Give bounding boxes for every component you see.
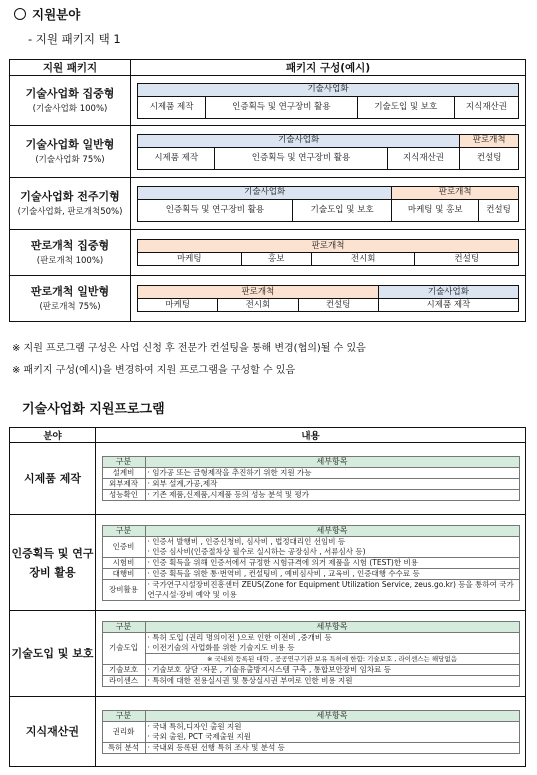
package-label: 기술사업화 집중형 (기술사업화 100%): [10, 76, 131, 126]
package-table: [9, 59, 526, 322]
program-category: 지식재산권: [10, 697, 96, 767]
section-title: 지원분야: [14, 5, 80, 23]
section-subtitle: - 지원 패키지 택 1: [28, 32, 121, 46]
program-category: 인증획득 및 연구장비 활용: [10, 515, 96, 611]
pkg-header-name: 지원 패키지: [10, 60, 131, 76]
package-composition: 판로개척 마케팅 홍보 전시회 컨설팅: [137, 239, 519, 266]
program-table: [9, 427, 526, 767]
program-category: 기술도입 및 보호: [10, 611, 96, 697]
package-label: 판로개척 일반형 (판로개척 75%): [10, 276, 131, 322]
prog-header-content: 내용: [96, 428, 526, 443]
program-category: 시제품 제작: [10, 443, 96, 515]
circle-bullet-icon: [14, 8, 26, 20]
prog-header-field: 분야: [10, 428, 96, 443]
program-detail-table: 구분 세부항목 인증비 · 인증서 발행비 , 인증신청비, 심사비 , 법정대리인 선임비 등 · 인증 심사비(인증절차상 필수로 실시하는 공장심사 , 서류심사 등) 시험비 · 인증 획득을 위해 인증서에서 규정한 시험규격에 의거 제품을 시험 (TEST)한 비용 대행비 · 인증 획득을 위한 통·번역비 , 컨설팅비 , 예비심사비 , 교육비 , 인증대행 수수료 등 장비활용 · 국가연구시설장비진흥센터 ZEUS(Zone for Equipment Utilization Service, zeus.go.kr) 등을 통하여 국가연구시설·장비 예약 및 이용: [102, 525, 520, 601]
package-label: 기술사업화 일반형 (기술사업화 75%): [10, 126, 131, 178]
pkg-header-composition: 패키지 구성(예시): [131, 60, 526, 76]
package-label: 기술사업화 전주기형 (기술사업화, 판로개척50%): [10, 178, 131, 230]
package-composition: 기술사업화 판로개척 인증획득 및 연구장비 활용 기술도입 및 보호 마케팅 및 홍보 컨설팅: [137, 186, 519, 222]
program-detail-table: 구분 세부항목 기술도입 · 특허 도입 (권리 명의이전 )으로 인한 이전비 ,중개비 등 · 이전기술의 사업화를 위한 기술지도 비용 등 ※ 국내외 등록된 대학 , 공공연구기관 보유 특허에 한함: 기술보호 , 라이센스는 해당없음 기술보호 · 기술보호 상담 ·자문 , 기술유출방지시스템 구축 , 통합보안장비 임차료 등 라이센스 · 특허에 대한 전용실시권 및 통상실시권 부여로 인한 비용 지원: [102, 621, 520, 687]
package-label: 판로개척 집중형 (판로개척 100%): [10, 230, 131, 276]
note-2: ※ 패키지 구성(예시)을 변경하여 지원 프로그램을 구성할 수 있음: [12, 365, 296, 376]
package-composition: 기술사업화 시제품 제작 인증획득 및 연구장비 활용 기술도입 및 보호 지식재산권: [137, 83, 519, 119]
note-1: ※ 지원 프로그램 구성은 사업 신청 후 전문가 컨설팅을 통해 변경(협의)될 수 있음: [12, 343, 366, 354]
package-composition: 기술사업화 판로개척 시제품 제작 인증획득 및 연구장비 활용 지식재산권 컨설팅: [137, 134, 519, 170]
program-detail-table: 구분 세부항목 설계비 · 임가공 또는 금형제작을 추진하기 위한 지원 가능 외부제작 · 외부 설계,가공,제작 성능확인 · 기존 제품,신제품,시제품 등의 성능 분석 및 평가: [102, 456, 520, 501]
program-detail-table: 구분 세부항목 권리화 · 국내 특허,디자인 출원 지원 · 국외 출원, PCT 국제출원 지원 특허 분석 · 국내외 등록된 선행 특허 조사 및 분석 등: [102, 710, 520, 754]
package-composition: 판로개척 기술사업화 마케팅 전시회 컨설팅 시제품 제작: [137, 285, 519, 312]
program-title: 기술사업화 지원프로그램: [22, 402, 165, 417]
